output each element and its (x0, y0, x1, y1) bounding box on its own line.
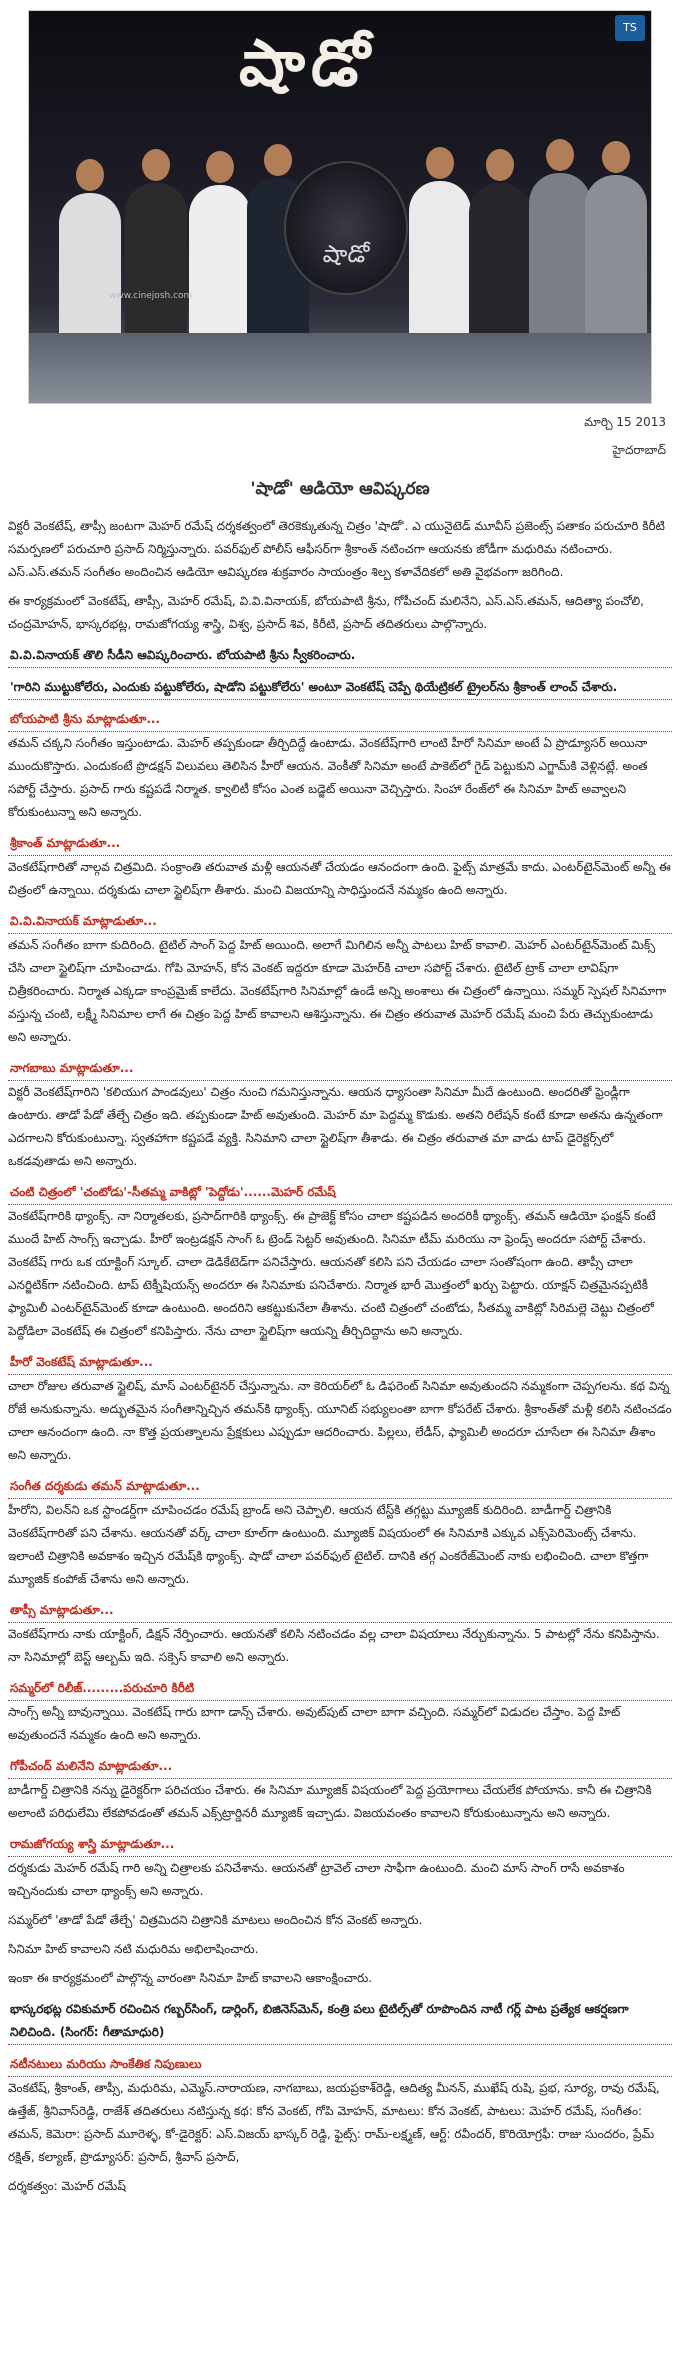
paragraph: దర్శకుడు మెహర్ రమేష్ గారి అన్ని చిత్రాలకు పనిచేశాను. ఆయనతో ట్రావెల్ చాలా సాఫీగా ఉంటుంది. మంచి మాస్ సాంగ్ రాసే అవకాశం ఇచ్చినందుకు చాలా థ్యాంక్స్ అని అన్నారు. (8, 1861, 625, 1898)
paragraph: విక్టరీ వెంకటేష్‌గారిని 'కలియుగ పాండవులు' చిత్రం నుంచి గమనిస్తున్నాను. ఆయన ధ్యాసంతా సినిమా మీదే ఉంటుంది. అందరితో ఫ్రెండ్లీగా ఉంటారు. తాడో పేడో తేల్చే చిత్రం ఇది. తప్పకుండా హిట్ అవుతుంది. మెహర్ మా పెద్దమ్మ కొడుకు. అతని రిలేషన్ కంటే కూడా అతను ఉన్నతంగా ఎదగాలని కోరుకుంటున్నా. స్వతహాగా కష్టపడే వ్యక్తి. సినిమాని చాలా స్టైలిష్‌గా తీశాడు. ఈ చిత్రం తరువాత మా వాడు టాప్ డైరెక్టర్స్‌లో ఒకడవుతాడు అని అన్నారు. (8, 1085, 663, 1168)
article-title: 'షాడో' ఆడియో ఆవిష్కరణ (250, 479, 430, 499)
section-heading: 'గారిని ముట్టుకోలేరు, ఎందుకు పట్టుకోలేరు, షాడోని పట్టుకోలేరు' అంటూ వెంకటేష్ చెప్పే థియేట్రికల్ ట్రైలర్‌ను శ్రీకాంత్ లాంచ్ చేశారు. (8, 676, 672, 700)
paragraph: వెంకటేష్‌గారు నాకు యాక్టింగ్, డిక్షన్ నేర్పించారు. ఆయనతో కలిసి నటించడం వల్ల చాలా విషయాలు నేర్చుకున్నాను. 5 పాటల్లో నేను కనిపిస్తాను. నా సినిమాల్లో బెస్ట్ ఆల్బమ్ ఇది. సక్సెస్ కావాలి అని అన్నారు. (8, 1627, 660, 1664)
section-heading: భాస్కరభట్ల రవికుమార్ రచించిన గబ్బర్‌సింగ్, డార్లింగ్, బిజినెస్‌మెన్, కంత్రి పలు టైటిల్స్‌తో రూపొందిన నాటీ గర్ల్ పాట ప్రత్యేక ఆకర్షణగా నిలిచింది. (సింగర్: గీతామాధురి) (8, 1998, 672, 2045)
paragraph: ఇంకా ఈ కార్యక్రమంలో పాల్గొన్న వారంతా సినిమా హిట్ కావాలని ఆకాంక్షించారు. (8, 1971, 373, 1985)
section-heading: గోపీచంద్ మలినేని మాట్లాడుతూ... (8, 1755, 672, 1779)
paragraph: హీరోని, విలన్‌ని ఒక స్టాండర్డ్‌గా చూపించడం రమేష్ బ్రాండ్ అని చెప్పాలి. ఆయన టేస్ట్‌కి తగ్గట్టు మ్యూజిక్ కుదిరింది. బాడీగార్డ్ చిత్రానికి వెంకటేష్‌గారితో పని చేశాను. ఆయనతో వర్క్ చాలా కూల్‌గా ఉంటుంది. మ్యూజిక్ విషయంలో ఈ సినిమాకి ఎక్కువ ఎక్స్‌పెరిమెంట్స్ చేశాను. ఇలాంటి చిత్రానికి అవకాశం ఇచ్చిన రమేష్‌కి థ్యాంక్స్. షాడో చాలా పవర్‌ఫుల్ టైటిల్. దానికి తగ్గ ఎంకరేజ్‌మెంట్ నాకు లభించింది. చాలా కొత్తగా మ్యూజిక్ కంపోజ్ చేశాను అని అన్నారు. (8, 1503, 649, 1586)
paragraph: వెంకటేష్‌గారికి థ్యాంక్స్. నా నిర్మాతలకు, ప్రసాద్‌గారికి థ్యాంక్స్. ఈ ప్రాజెక్ట్ కోసం చాలా కష్టపడిన అందరికీ థ్యాంక్స్. తమన్ ఆడియో ఫంక్షన్ కంటే ముందే హిట్ సాంగ్స్ ఇచ్చాడు. హీరో ఇంట్రడక్షన్ సాంగ్ ఓ ట్రెండ్ సెట్టర్ అవుతుంది. సినిమా టీమ్ మరియు నా ఫ్రెండ్స్ అందరూ సపోర్ట్ చేశారు. వెంకటేష్ గారు ఒక యాక్టింగ్ స్కూల్. చాలా డెడికేటెడ్‌గా పనిచేస్తారు. ఆయనతో కలిసి పని చేయడం చాలా సంతోషంగా ఉంది. తాప్సీ చాలా ఎనర్జిటిక్‌గా నటించింది. టాప్ టెక్నీషియన్స్ అందరూ ఈ సినిమాకు పనిచేశారు. నిర్మాత భారీ మొత్తంలో ఖర్చు పెట్టారు. యాక్షన్ చిత్రమైనప్పటికీ ఫ్యామిలీ ఎంటర్‌టైన్‌మెంట్ కూడా ఉంటుంది. అందరిని ఆకట్టుకునేలా తీశాను. చంటి చిత్రంలో చంటోడు, సీతమ్మ వాకిట్లో సిరిమల్లె చెట్టు చిత్రంలో పెద్దోడిలా వెంకటేష్ ఈ చిత్రంలో కనిపిస్తారు. నేను చాలా స్టైలిష్‌గా ఆయన్ని తీర్చిదిద్దాను అని అన్నారు. (8, 1209, 656, 1338)
section-heading: చంటి చిత్రంలో 'చంటోడు'-సీతమ్మ వాకిట్లో 'పెద్దోడు'......మెహర్ రమేష్ (8, 1181, 672, 1205)
section-heading: వి.వి.వినాయక్ తొలి సీడీని ఆవిష్కరించారు. బోయపాటి శ్రీను స్వీకరించారు. (8, 644, 672, 668)
paragraph: బాడీగార్డ్ చిత్రానికి నన్ను డైరెక్టర్‌గా పరిచయం చేశారు. ఈ సినిమా మ్యూజిక్ విషయంలో పెద్ద ప్రయోగాలు చేయలేక పోయాను. కానీ ఈ చిత్రానికి అలాంటి పరిధులేమి లేకపోవడంతో తమన్ ఎక్స్‌ట్రార్డినరీ మ్యూజిక్ ఇచ్చాడు. విజయవంతం కావాలని కోరుకుంటున్నాను అని అన్నారు. (8, 1783, 652, 1820)
section-heading: తాప్సీ మాట్లాడుతూ... (8, 1599, 672, 1623)
paragraph: వెంకటేష్‌గారితో నాల్గవ చిత్రమిది. సంక్రాంతి తరువాత మళ్లీ ఆయనతో చేయడం ఆనందంగా ఉంది. ఫైట్స్ మాత్రమే కాదు. ఎంటర్‌టైన్‌మెంట్ అన్నీ ఈ చిత్రంలో ఉన్నాయి. దర్శకుడు చాలా స్టైలిష్‌గా తీశారు. మంచి విజయాన్ని సాధిస్తుందనే నమ్మకం ఉంది అన్నారు. (8, 860, 671, 897)
paragraph: సినిమా హిట్ కావాలని నటి మధురిమ అభిలాషించారు. (8, 1942, 259, 1956)
section-heading: హీరో వెంకటేష్ మాట్లాడుతూ... (8, 1351, 672, 1375)
section-heading: శ్రీకాంత్ మాట్లాడుతూ... (8, 832, 672, 856)
paragraph: తమన్ చక్కని సంగీతం ఇస్తుంటాడు. మెహర్ తప్పకుండా తీర్చిదిద్దే ఉంటాడు. వెంకటేష్‌గారి లాంటి హీరో సినిమా అంటే ఏ ప్రొడ్యూసర్ అయినా ముందుకొస్తారు. ఎందుకంటే ప్రొడక్షన్ విలువలు తెలిసిన హీరో ఆయన. వెంకీతో సినిమా అంటే పాకెట్‌లో గైడ్ పెట్టుకుని ఎగ్జామ్‌కి వెళ్లినట్లే. అంత సపోర్ట్ చేస్తారు. ప్రసాద్ గారు కష్టపడే నిర్మాత. క్వాలిటీ కోసం ఎంత బడ్జెట్ అయినా వెచ్చిస్తారు. సింహా రేంజ్‌లో ఈ సినిమా హిట్ అవ్వాలని కోరుకుంటున్నా అని అన్నారు. (8, 736, 648, 819)
section-heading: సంగీత దర్శకుడు తమన్ మాట్లాడుతూ... (8, 1475, 672, 1499)
paragraph: సాంగ్స్ అన్నీ బావున్నాయి. వెంకటేష్ గారు బాగా డాన్స్ చేశారు. అవుట్‌పుట్ చాలా బాగా వచ్చింది. సమ్మర్‌లో విడుదల చేస్తాం. పెద్ద హిట్ అవుతుందనే నమ్మకం ఉంది అని అన్నారు. (8, 1705, 621, 1742)
audio-poster: షాడో (284, 161, 408, 295)
paragraph: వెంకటేష్, శ్రీకాంత్, తాప్సీ, మధురిమ, ఎమ్మెస్.నారాయణ, నాగబాబు, జయప్రకాశ్‌రెడ్డి, ఆదిత్య మీనన్, ముఖేష్ రుషి, ప్రభ, సూర్య, రావు రమేష్, ఉత్తేజ్, శ్రీనివాస్‌రెడ్డి, రాజేశ్ తదితరులు నటిస్తున్న కథ: కోన వెంకట్, గోపి మోహన్, మాటలు: కోన వెంకట్, పాటలు: మెహర్ రమేష్, సంగీతం: తమన్, కెమెరా: ప్రసాద్ మూరెళ్ళ, కో-డైరెక్టర్: ఎస్.విజయ్ భాస్కర్ రెడ్డి, ఫైట్స్: రామ్-లక్ష్మణ్, ఆర్ట్: రవీందర్, కొరియోగ్రఫీ: రాజు సుందరం, ప్రేమ్ రక్షిత్, కల్యాణ్, ప్రొడ్యూసర్: ప్రసాద్, శ్రీవాస్ ప్రసాద్, (8, 2081, 660, 2164)
paragraph: దర్శకత్వం: మెహర్ రమేష్ (8, 2179, 126, 2193)
paragraph: చాలా రోజుల తరువాత స్టైలిష్, మాస్ ఎంటర్‌టైనర్ చేస్తున్నాను. నా కెరియర్‌లో ఓ డిఫరెంట్ సినిమా అవుతుందని నమ్మకంగా చెప్పగలను. కథ విన్న రోజే అనుకున్నాను. అద్భుతమైన సంగీతాన్నిచ్చిన తమన్‌కి థ్యాంక్స్. యూనిట్ సభ్యులంతా బాగా కోపరేట్ చేశారు. శ్రీకాంత్‌తో మళ్లీ కలిసి నటించడం చాలా ఆనందంగా ఉంది. నా కొత్త ప్రయత్నాలను ప్రేక్షకులు ఎప్పుడూ ఆదరించారు. పిల్లలు, లేడీస్, ఫ్యామిలీ అందరూ చూసేలా ఈ సినిమా తీశాం అని అన్నారు. (8, 1379, 672, 1462)
article (0, 10, 680, 2198)
paragraph: సమ్మర్‌లో 'తాడో పేడో తేల్చే' చిత్రమిదని చిత్రానికి మాటలు అందించిన కోన వెంకట్ అన్నారు. (8, 1913, 423, 1927)
section-heading: నటీనటులు మరియు సాంకేతిక నిపుణులు (8, 2053, 672, 2077)
article-body (0, 515, 680, 2198)
section-heading: వి.వి.వినాయక్ మాట్లాడుతూ... (8, 910, 672, 934)
article-place: హైదరాబాద్ (612, 443, 666, 457)
section-heading: రామజోగయ్య శాస్త్రి మాట్లాడుతూ... (8, 1833, 672, 1857)
watermark: www.cinejosh.com (109, 291, 193, 301)
section-heading: నాగబాబు మాట్లాడుతూ... (8, 1057, 672, 1081)
movie-logo: షాడో (239, 26, 376, 101)
site-logo: TS (615, 15, 645, 41)
paragraph: ఈ కార్యక్రమంలో వెంకటేష్, తాప్సీ, మెహర్ రమేష్, వి.వి.వినాయక్, బోయపాటి శ్రీను, గోపీచంద్ మలినేని, ఎస్.ఎస్.తమన్, ఆదిత్యా పంచోలి, చంద్రమోహన్, భాస్కరభట్ల, రామజోగయ్య శాస్త్రి, విశ్వ, ప్రసాద్ శివ, కిరీటి, ప్రసాద్ తదితరులు పాల్గొన్నారు. (8, 594, 644, 631)
stage (29, 333, 651, 403)
section-heading: సమ్మర్‌లో రిలీజ్.........పరుచూరి కిరీటి (8, 1677, 672, 1701)
section-heading: బోయపాటి శ్రీను మాట్లాడుతూ... (8, 708, 672, 732)
article-date: మార్చి 15 2013 (584, 415, 666, 429)
paragraph: విక్టరీ వెంకటేష్, తాప్సీ జంటగా మెహర్ రమేష్ దర్శకత్వంలో తెరకెక్కుతున్న చిత్రం 'షాడో'. ఎ యునైటెడ్ మూవీస్ ప్రజెంట్స్ పతాకం పరుచూరి కిరీటి సమర్పణలో పరుచూరి ప్రసాద్ నిర్మిస్తున్నారు. పవర్‌ఫుల్ పోలీస్ ఆఫీసర్‌గా శ్రీకాంత్ నటించగా ఆయనకు జోడీగా మధురిమ నటించారు. ఎస్.ఎస్.తమన్ సంగీతం అందించిన ఆడియో ఆవిష్కరణ శుక్రవారం సాయంత్రం శిల్ప కళావేదికలో అతి వైభవంగా జరిగింది. (8, 519, 665, 579)
event-photo (28, 10, 652, 404)
paragraph: తమన్ సంగీతం బాగా కుదిరింది. టైటిల్ సాంగ్ పెద్ద హిట్ అయింది. అలాగే మిగిలిన అన్నీ పాటలు హిట్ కావాలి. మెహర్ ఎంటర్‌టైన్‌మెంట్ మిక్స్ చేసి చాలా స్టైలిష్‌గా చూపించాడు. గోపి మోహన్, కోన వెంకట్ ఇద్దరూ కూడా మెహర్‌కి చాలా సపోర్ట్ చేశారు. టైటిల్ ట్రాక్ చాలా లావిష్‌గా చిత్రీకరించారు. నిర్మాత ఎక్కడా కాంప్రమైజ్ కాలేదు. వెంకటేష్‌గారి సినిమాల్లో ఉండే అన్ని అంశాలు ఈ చిత్రంలో ఉన్నాయి. సమ్మర్ స్పెషల్ సినిమాగా వస్తున్న చంటి, లక్ష్మీ సినిమాల లాగే ఈ చిత్రం పెద్ద హిట్ కావాలని ఆశిస్తున్నాను. ఈ చిత్రం తరువాత మెహర్ రమేష్ మంచి పేరు తెచ్చుకుంటాడు అని అన్నారు. (8, 938, 667, 1044)
